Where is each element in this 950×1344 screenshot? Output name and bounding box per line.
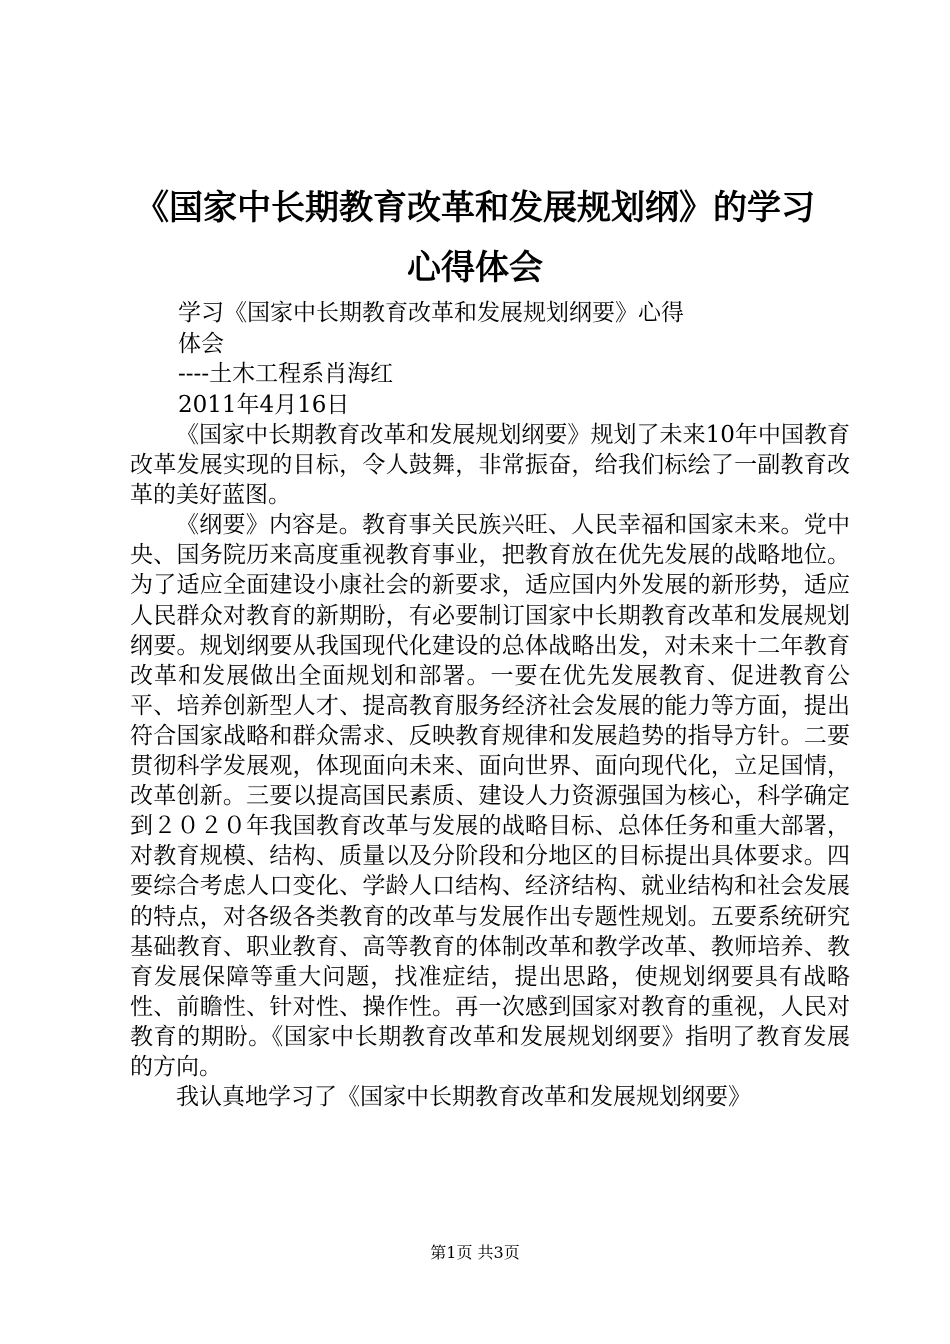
document-title-line-1: 《国家中长期教育改革和发展规划纲》的学习 xyxy=(135,188,815,228)
paragraph-2: 《纲要》内容是。教育事关民族兴旺、人民幸福和国家未来。党中央、国务院历来高度重视教育事业，把教育放在优先发展的战略地位。为了适应全面建设小康社会的新要求，适应国内外发展的新形势，适应人民群众对教育的新期盼，有必要制订国家中长期教育改革和发展规划纲要。规划纲要从我国现代化建设的总体战略出发，对未来十二年教育改革和发展做出全面规划和部署。一要在优先发展教育、促进教育公平、培养创新型人才、提高教育服务经济社会发展的能力等方面，提出符合国家战略和群众需求、反映教育规律和发展趋势的指导方针。二要贯彻科学发展观，体现面向未来、面向世界、面向现代化，立足国情，改革创新。三要以提高国民素质、建设人力资源强国为核心，科学确定到２０２０年我国教育改革与发展的战略目标、总体任务和重大部署，对教育规模、结构、质量以及分阶段和分地区的目标提出具体要求。四要综合考虑人口变化、学龄人口结构、经济结构、就业结构和社会发展的特点，对各级各类教育的改革与发展作出专题性规划。五要系统研究基础教育、职业教育、高等教育的体制改革和教学改革、教师培养、教育发展保障等重大问题，找准症结，提出思路，使规划纲要具有战略性、前瞻性、针对性、操作性。再一次感到国家对教育的重视，人民对教育的期盼。《国家中长期教育改革和发展规划纲要》指明了教育发展的方向。 xyxy=(130,512,850,1080)
subtitle-line-2: 体会 xyxy=(178,331,224,357)
paragraph-1: 《国家中长期教育改革和发展规划纲要》规划了未来10年中国教育改革发展实现的目标，令人鼓舞，非常振奋，给我们标绘了一副教育改革的美好蓝图。 xyxy=(130,422,850,509)
paragraph-3: 我认真地学习了《国家中长期教育改革和发展规划纲要》 xyxy=(176,1084,751,1111)
date-line: 2011年4月16日 xyxy=(178,392,350,418)
document-body xyxy=(130,420,850,1112)
document-title-line-2: 心得体会 xyxy=(407,248,543,288)
author-line: ----土木工程系肖海红 xyxy=(178,361,394,387)
page-indicator: 第1页 共3页 xyxy=(430,1243,520,1262)
subtitle-line-1: 学习《国家中长期教育改革和发展规划纲要》心得 xyxy=(178,300,684,326)
